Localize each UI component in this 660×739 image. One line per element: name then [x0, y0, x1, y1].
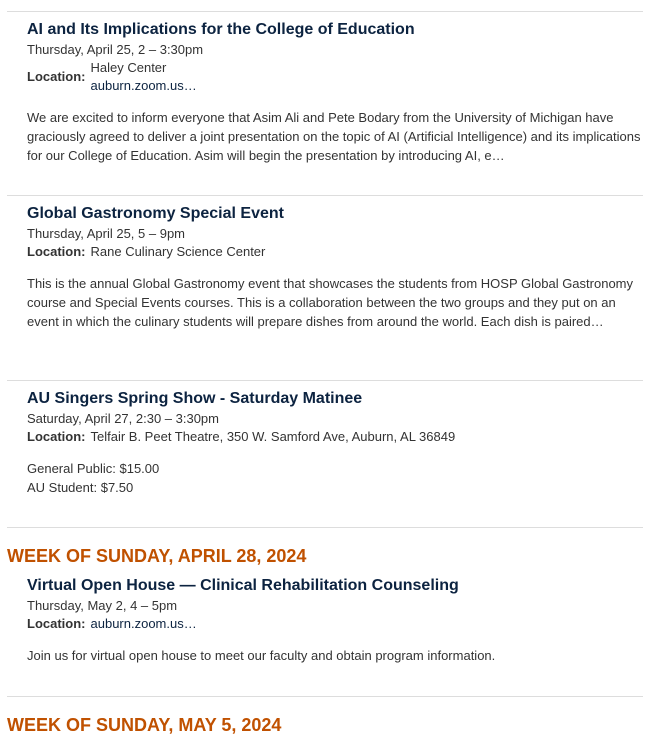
event-date: Saturday, April 27, 2:30 – 3:30pm [27, 411, 219, 426]
event-virtual-open-house [27, 576, 642, 665]
event-title[interactable]: AI and Its Implications for the College of Education [27, 21, 415, 38]
event-location [27, 59, 642, 95]
event-title[interactable]: Global Gastronomy Special Event [27, 205, 284, 222]
event-location [27, 243, 642, 261]
price-general: General Public: $15.00 [27, 461, 160, 476]
event-description: Join us for virtual open house to meet our faculty and obtain program information. [27, 648, 496, 663]
week-header: WEEK OF SUNDAY, APRIL 28, 2024 [7, 546, 307, 566]
location-label: Location: [27, 244, 86, 259]
event-title[interactable]: AU Singers Spring Show - Saturday Matinee [27, 390, 363, 407]
event-location [27, 615, 642, 633]
week-header: WEEK OF SUNDAY, MAY 5, 2024 [7, 715, 282, 735]
event-date: Thursday, April 25, 2 – 3:30pm [27, 42, 204, 57]
divider [7, 527, 643, 528]
event-date: Thursday, April 25, 5 – 9pm [27, 226, 186, 241]
event-ai-implications [27, 20, 642, 165]
event-location [27, 428, 642, 446]
event-description: We are excited to inform everyone that Asim Ali and Pete Bodary from the University of Michigan have graciously agreed to deliver a joint presentation on the topic of AI (Artificial Intelligence) and its implications for our College of Education. Asim will begin the presentation by introducing AI, e… [27, 110, 641, 163]
zoom-link[interactable]: auburn.zoom.us… [90, 616, 197, 631]
divider [7, 380, 643, 381]
price-student: AU Student: $7.50 [27, 480, 134, 495]
location-name: Rane Culinary Science Center [90, 244, 266, 259]
divider [7, 11, 643, 12]
event-description: This is the annual Global Gastronomy event that showcases the students from HOSP Global Gastronomy course and Special Events courses. This is a collaboration between the two groups and they put on an event in which the culinary students will prepare dishes from around the world. Each dish is paired… [27, 276, 633, 329]
location-name: Haley Center [90, 60, 167, 75]
divider [7, 195, 643, 196]
location-name: Telfair B. Peet Theatre, 350 W. Samford Ave, Auburn, AL 36849 [90, 429, 456, 444]
location-label: Location: [27, 69, 86, 84]
event-date: Thursday, May 2, 4 – 5pm [27, 598, 178, 613]
zoom-link[interactable]: auburn.zoom.us… [90, 78, 197, 93]
event-au-singers [27, 389, 642, 497]
divider [7, 696, 643, 697]
location-label: Location: [27, 616, 86, 631]
event-title[interactable]: Virtual Open House — Clinical Rehabilitation Counseling [27, 577, 459, 594]
location-label: Location: [27, 429, 86, 444]
event-global-gastronomy [27, 204, 642, 331]
